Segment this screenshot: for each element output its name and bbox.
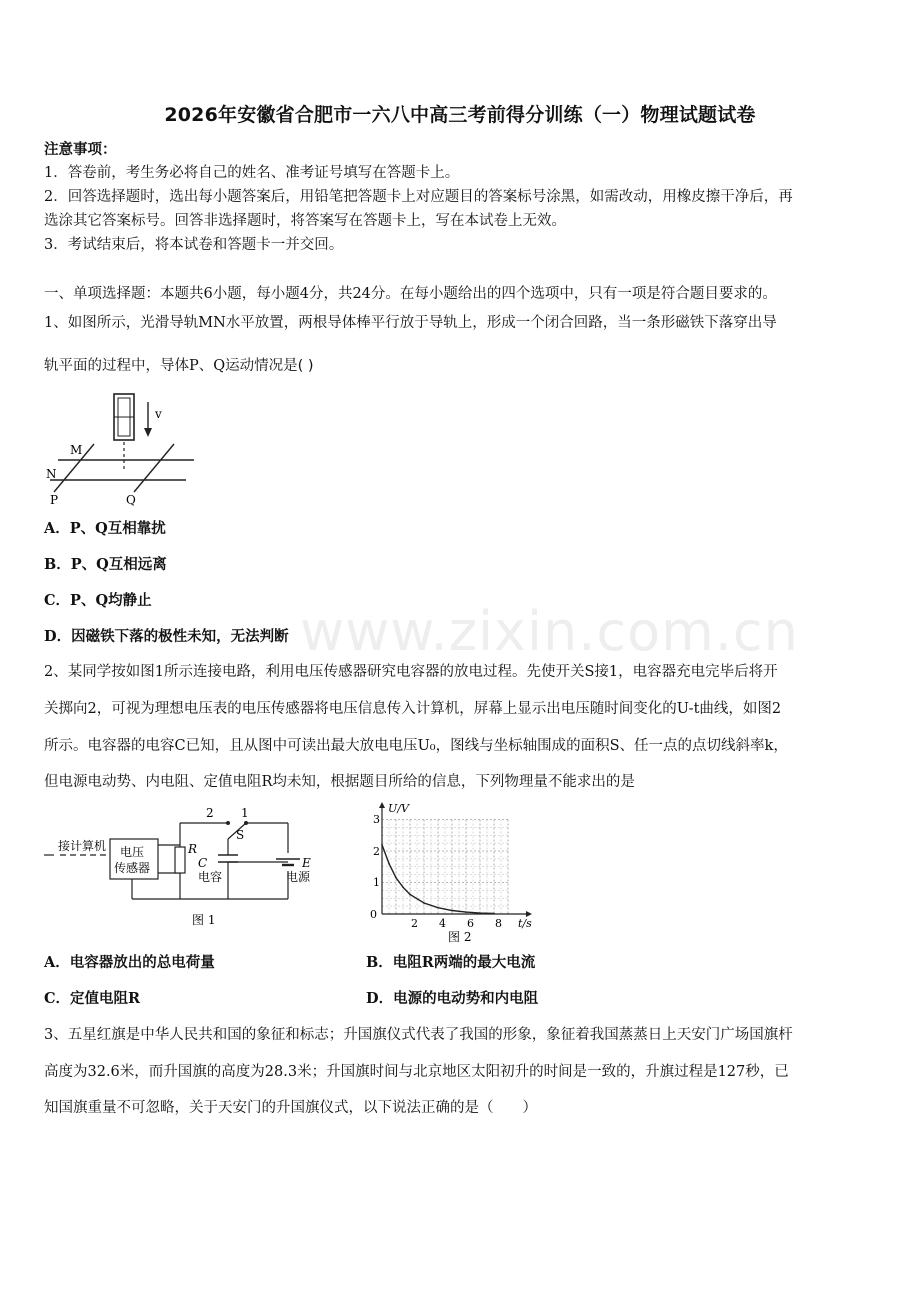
q2-option-a: A．电容器放出的总电荷量 — [44, 954, 215, 971]
series-point — [409, 894, 411, 896]
watermark: www.zixin.com.cn — [300, 600, 799, 663]
label-N: N — [46, 467, 57, 481]
x-tick-label-2: 2 — [411, 917, 418, 930]
q1-bracket: ( ) — [297, 358, 314, 374]
label-Q: Q — [126, 493, 136, 507]
y-axis-label: U/V — [388, 802, 409, 815]
switch-contact-2 — [226, 821, 230, 825]
q2-circuit-figure — [40, 805, 330, 935]
notice-item-3: 3．考试结束后，将本试卷和答题卡一并交回。 — [44, 237, 344, 253]
x-tick-label-8: 8 — [495, 917, 502, 930]
label-E: E — [302, 856, 311, 870]
series-point — [423, 902, 425, 904]
q1-stem-line1: 1、如图所示，光滑导轨MN水平放置，两根导体棒平行放于导轨上，形成一个闭合回路，当一条形磁铁下落穿出导 — [44, 315, 777, 331]
label-source: 电源 — [286, 870, 311, 884]
section-heading: 一、单项选择题：本题共6小题，每小题4分，共24分。在每小题给出的四个选项中，只有一项是符合题目要求的。 — [44, 286, 777, 302]
chart-grid — [382, 820, 508, 915]
caption-fig2: 图 2 — [448, 930, 472, 944]
y-tick-label-2: 2 — [373, 845, 380, 858]
y-tick-label-3: 3 — [373, 813, 380, 826]
series-point — [465, 911, 467, 913]
caption-fig1: 图 1 — [192, 913, 216, 927]
rod-Q — [134, 444, 174, 492]
label-computer: 接计算机 — [58, 839, 107, 853]
y-axis-arrow — [379, 802, 385, 808]
y-tick-label-0: 0 — [370, 908, 377, 921]
series-point — [388, 863, 390, 865]
q3-stem-line3: 知国旗重量不可忽略，关于天安门的升国旗仪式，以下说法正确的是（ ） — [44, 1100, 537, 1116]
q2-option-b: B．电阻R两端的最大电流 — [366, 954, 536, 971]
series-point — [493, 913, 495, 915]
notice-item-1: 1．答卷前，考生务必将自己的姓名、准考证号填写在答题卡上。 — [44, 165, 460, 181]
series-point — [402, 886, 404, 888]
x-tick-label-4: 4 — [439, 917, 446, 930]
q1-figure — [44, 390, 204, 508]
label-C: C — [198, 856, 208, 870]
label-M: M — [70, 443, 83, 457]
label-S: S — [236, 828, 245, 842]
x-tick-label-6: 6 — [467, 917, 474, 930]
label-capacitor: 电容 — [198, 870, 223, 884]
notice-heading: 注意事项： — [44, 141, 117, 158]
series-point — [395, 877, 397, 879]
q1-stem-line2: 轨平面的过程中，导体P、Q运动情况是( ) — [44, 358, 314, 374]
label-R: R — [188, 842, 198, 856]
x-axis-label: t/s — [518, 917, 532, 930]
label-sensor-2: 传感器 — [114, 861, 151, 875]
series-point — [381, 844, 383, 846]
q2-option-d: D．电源的电动势和内电阻 — [366, 990, 539, 1007]
q3-stem-line2: 高度为32.6米，而升国旗的高度为28.3米；升国旗时间与北京地区太阳初升的时间是一致的，升旗过程是127秒，已 — [44, 1064, 789, 1080]
series-point — [437, 907, 439, 909]
label-P: P — [50, 493, 59, 507]
q1-option-c: C．P、Q均静止 — [44, 592, 152, 609]
series-point — [479, 912, 481, 914]
y-tick-label-1: 1 — [373, 876, 380, 889]
velocity-arrowhead — [144, 428, 152, 437]
notice-item-2b: 选涂其它答案标号。回答非选择题时，将答案写在答题卡上，写在本试卷上无效。 — [44, 213, 566, 229]
series-line — [382, 845, 494, 914]
q1-option-a: A．P、Q互相靠扰 — [44, 520, 166, 537]
q2-voltage-chart — [368, 800, 538, 945]
q2-stem-line3: 所示。电容器的电容C已知，且从图中可读出最大放电电压U₀，图线与坐标轴围成的面积S、任一点的点切线斜率k， — [44, 738, 788, 754]
resistor-R — [175, 847, 185, 873]
q2-option-c: C．定值电阻R — [44, 990, 141, 1007]
page-title: 2026年安徽省合肥市一六八中高三考前得分训练（一）物理试题试卷 — [164, 104, 756, 126]
label-v: v — [155, 407, 162, 421]
label-1: 1 — [241, 806, 249, 820]
q2-stem-line4: 但电源电动势、内电阻、定值电阻R均未知，根据题目所给的信息，下列物理量不能求出的是 — [44, 774, 635, 790]
label-sensor-1: 电压 — [120, 845, 145, 859]
notice-item-2a: 2．回答选择题时，选出每小题答案后，用铅笔把答题卡上对应题目的答案标号涂黑，如需改动，用橡皮擦干净后，再 — [44, 189, 793, 205]
series-point — [451, 910, 453, 912]
q2-stem-line2: 关掷向2，可视为理想电压表的电压传感器将电压信息传入计算机，屏幕上显示出电压随时间变化的U-t曲线，如图2 — [44, 701, 782, 717]
q3-stem-line1: 3、五星红旗是中华人民共和国的象征和标志；升国旗仪式代表了我国的形象，象征着我国蒸蒸日上天安门广场国旗杆 — [44, 1027, 793, 1043]
q2-stem-line1: 2、某同学按如图1所示连接电路，利用电压传感器研究电容器的放电过程。先使开关S接1，电容器充电完毕后将开 — [44, 664, 778, 680]
q1-option-d: D．因磁铁下落的极性未知，无法判断 — [44, 628, 289, 645]
label-2: 2 — [206, 806, 214, 820]
q1-option-b: B．P、Q互相远离 — [44, 556, 167, 573]
